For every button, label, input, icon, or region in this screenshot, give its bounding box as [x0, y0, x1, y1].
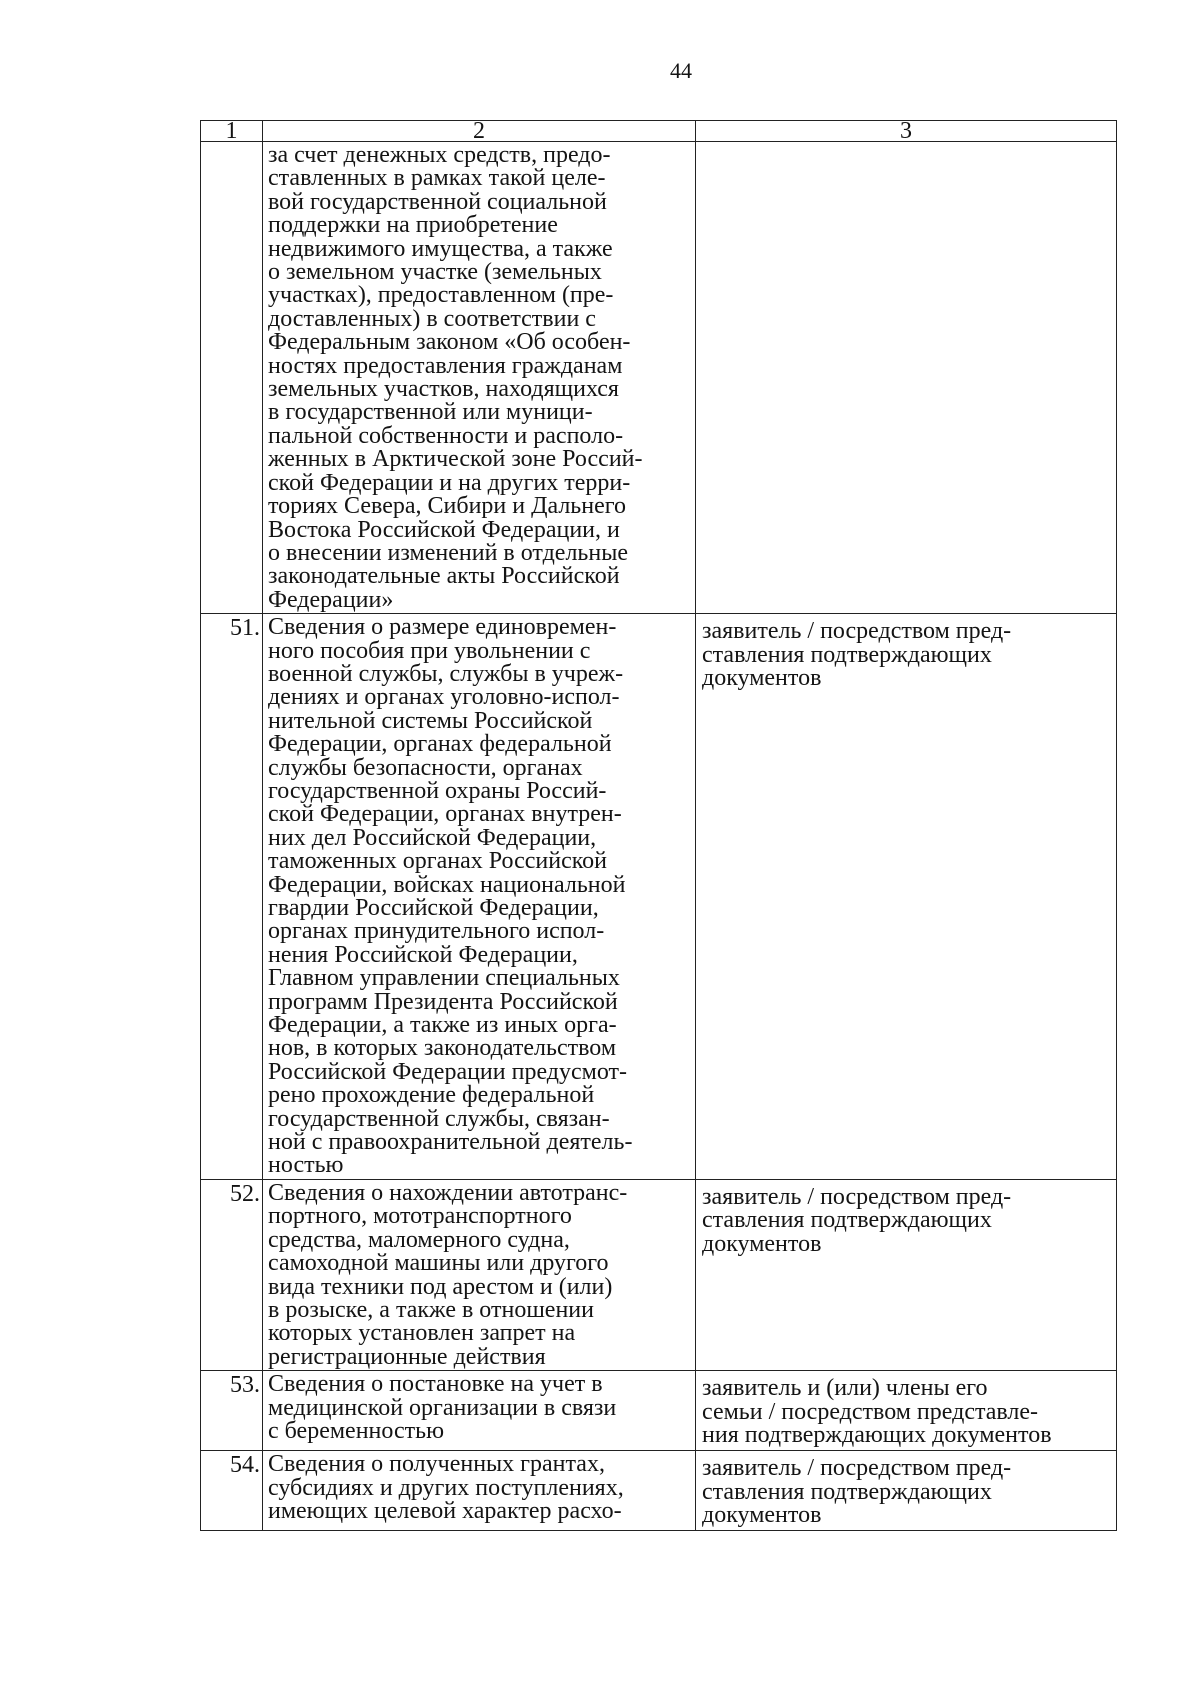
row-source	[696, 1451, 1117, 1531]
row-description	[263, 1179, 696, 1370]
table-row	[201, 614, 1117, 1180]
table-row	[201, 1179, 1117, 1370]
table-row	[201, 142, 1117, 614]
row-description-text: Сведения о размере единовремен- ного пособия при увольнении с военной службы, службы в учреж- дениях и органах уголовно-испол- нительной системы Российской Федерации, органах федеральной службы безопасности, органах государственной охраны Россий- ской Федерации, органах внутрен- них дел Российской Федерации, таможенных органах Российской Федерации, войсках национальной гвардии Российской Федерации, органах принудительного испол- нения Российской Федерации, Главном управлении специальных программ Президента Российской Федерации, а также из иных орга- нов, в которых законодательством Российской Федерации предусмот- рено прохождение федеральной государственной службы, связан- ной с правоохранительной деятель- ностью	[268, 614, 633, 1179]
row-description-text: Сведения о полученных грантах, субсидиях и других поступлениях, имеющих целевой характер расхо-	[268, 1451, 624, 1524]
row-source	[696, 1179, 1117, 1370]
row-source-text: заявитель / посредством пред- ставления подтверждающих документов	[702, 618, 1012, 691]
row-description-text: Сведения о нахождении автотранс- портного, мототранспортного средства, маломерного судна, самоходной машины или другого вида техники под арестом и (или) в розыске, а также в отношении которых установлен запрет на регистрационные действия	[268, 1179, 628, 1370]
page-number: 44	[670, 58, 692, 83]
row-source-text: заявитель / посредством пред- ставления подтверждающих документов	[702, 1455, 1012, 1528]
row-source	[696, 614, 1117, 1180]
row-description	[263, 142, 696, 614]
row-source	[696, 142, 1117, 614]
table-row	[201, 1451, 1117, 1531]
row-number: 54.	[201, 1451, 263, 1531]
column-header-3: 3	[696, 121, 1117, 142]
table-header-row	[201, 121, 1117, 142]
row-description-text: Сведения о постановке на учет в медицинской организации в связи с беременностью	[268, 1371, 617, 1444]
row-source-text: заявитель и (или) члены его семьи / посредством представле- ния подтверждающих документов	[702, 1375, 1052, 1448]
row-number: 52.	[201, 1179, 263, 1370]
row-description-text: за счет денежных средств, предо- ставленных в рамках такой целе- вой государственной социальной поддержки на приобретение недвижимого имущества, а также о земельном участке (земельных участках), предоставленном (пре- доставленных) в соответствии с Федеральным законом «Об особен- ностях предоставления гражданам земельных участков, находящихся в государственной или муници- пальной собственности и располо- женных в Арктической зоне Россий- ской Федерации и на других терри- ториях Севера, Сибири и Дальнего Востока Российской Федерации, и о внесении изменений в отдельные законодательные акты Российской Федерации»	[268, 142, 643, 613]
row-source	[696, 1371, 1117, 1451]
document-table	[200, 120, 1117, 1531]
row-description	[263, 1371, 696, 1451]
row-description	[263, 1451, 696, 1531]
row-number: 53.	[201, 1371, 263, 1451]
row-number	[201, 142, 263, 614]
table-row	[201, 1371, 1117, 1451]
row-description	[263, 614, 696, 1180]
column-header-2: 2	[263, 121, 696, 142]
row-source-text: заявитель / посредством пред- ставления подтверждающих документов	[702, 1183, 1012, 1257]
column-header-1: 1	[201, 121, 263, 142]
row-number: 51.	[201, 614, 263, 1180]
